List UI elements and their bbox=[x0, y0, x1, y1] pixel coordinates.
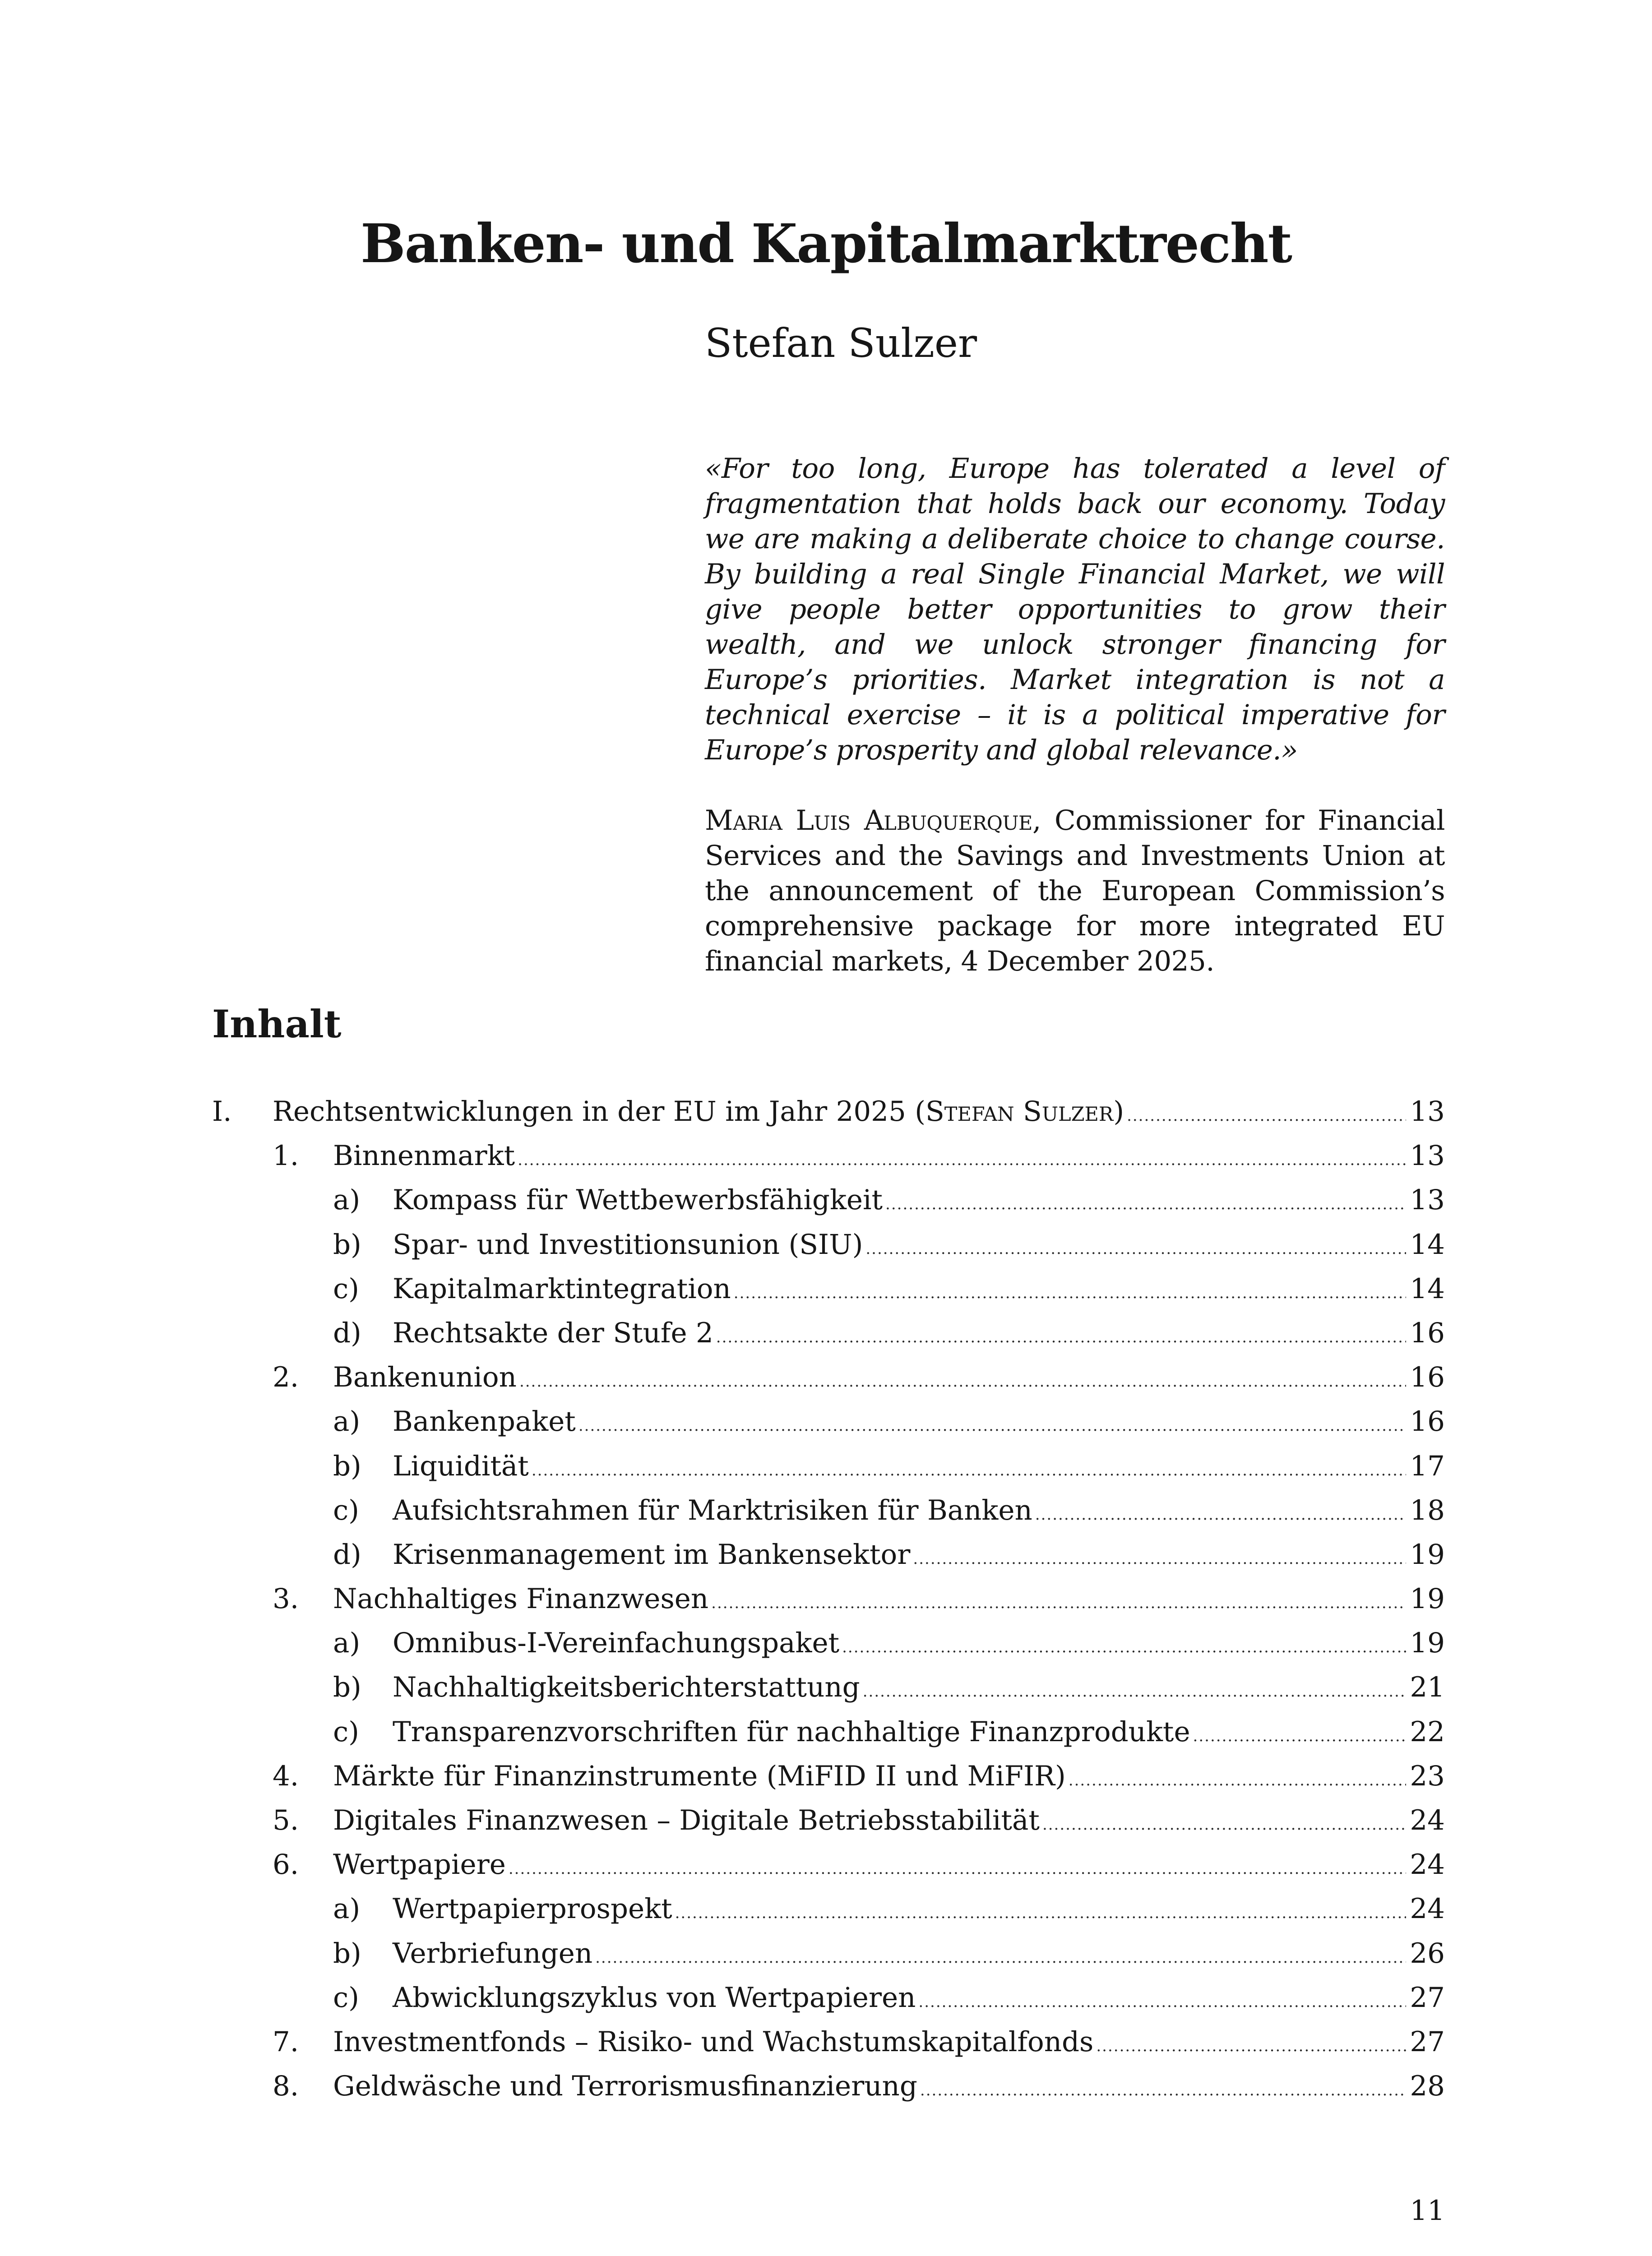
toc-leader-dots bbox=[1127, 1094, 1406, 1138]
toc-entry-number: I. bbox=[212, 1096, 232, 1128]
table-of-contents bbox=[212, 1090, 1445, 2108]
toc-entry[interactable] bbox=[212, 1932, 1445, 1976]
toc-entry-title: Abwicklungszyklus von Wertpapieren bbox=[393, 1981, 916, 2014]
toc-entry-title: Verbriefungen bbox=[393, 1937, 593, 1969]
toc-entry-title: Kompass für Wettbewerbsfähigkeit bbox=[393, 1184, 883, 1216]
toc-entry-title: Nachhaltigkeitsberichterstattung bbox=[393, 1671, 860, 1704]
toc-entry-title: Spar- und Investitionsunion (SIU) bbox=[393, 1228, 863, 1261]
toc-leader-dots bbox=[1042, 1803, 1406, 1847]
toc-entry-number: 3. bbox=[273, 1583, 299, 1615]
toc-leader-dots bbox=[918, 1980, 1406, 2024]
page-title: Banken- und Kapitalmarktrecht bbox=[360, 212, 1292, 275]
toc-leader-dots bbox=[863, 1669, 1407, 1714]
toc-entry-author: Stefan Sulzer bbox=[925, 1096, 1114, 1128]
toc-leader-dots bbox=[716, 1315, 1407, 1359]
toc-entry-page: 19 bbox=[1410, 1538, 1445, 1571]
toc-entry-title: Digitales Finanzwesen – Digitale Betriebsstabilität bbox=[333, 1804, 1040, 1836]
page-number: 11 bbox=[1410, 2195, 1445, 2227]
toc-entry-number: c) bbox=[333, 1981, 359, 2014]
toc-entry-page: 28 bbox=[1410, 2070, 1445, 2103]
toc-entry-title: Märkte für Finanzinstrumente (MiFID II und MiFIR) bbox=[333, 1760, 1066, 1792]
toc-entry-number: 5. bbox=[273, 1804, 299, 1836]
toc-entry-title: Geldwäsche und Terrorismusfinanzierung bbox=[333, 2070, 917, 2103]
toc-entry[interactable] bbox=[212, 1533, 1445, 1577]
toc-leader-dots bbox=[865, 1227, 1406, 1271]
toc-entry-number: c) bbox=[333, 1715, 359, 1748]
attribution-text: , Commissioner for Financial Services and the Savings and Investments Union at the announcement of the European Commission’s comprehensive package for more integrated EU financial markets, 4 December 2025. bbox=[705, 804, 1445, 977]
toc-entry-page: 16 bbox=[1410, 1361, 1445, 1394]
toc-entry[interactable] bbox=[212, 1178, 1445, 1222]
toc-entry[interactable] bbox=[212, 1621, 1445, 1665]
toc-entry-title: Krisenmanagement im Bankensektor bbox=[393, 1538, 911, 1571]
toc-heading: Inhalt bbox=[212, 1002, 342, 1046]
toc-entry-number: a) bbox=[333, 1627, 361, 1660]
toc-entry-title: Wertpapierprospekt bbox=[393, 1893, 672, 1925]
toc-entry-number: 2. bbox=[273, 1361, 299, 1394]
toc-entry-page: 16 bbox=[1410, 1317, 1445, 1349]
toc-entry[interactable] bbox=[212, 1223, 1445, 1267]
toc-entry[interactable] bbox=[212, 1134, 1445, 1178]
toc-entry[interactable] bbox=[212, 1444, 1445, 1489]
toc-leader-dots bbox=[920, 2068, 1406, 2113]
toc-entry-title: Aufsichtsrahmen für Marktrisiken für Banken bbox=[393, 1494, 1032, 1526]
toc-entry[interactable] bbox=[212, 1798, 1445, 1843]
toc-entry[interactable] bbox=[212, 1489, 1445, 1533]
toc-entry[interactable] bbox=[212, 1976, 1445, 2020]
toc-entry-number: b) bbox=[333, 1671, 361, 1704]
toc-entry[interactable] bbox=[212, 1311, 1445, 1355]
toc-entry-page: 27 bbox=[1410, 1981, 1445, 2014]
toc-leader-dots bbox=[578, 1404, 1407, 1448]
toc-leader-dots bbox=[711, 1581, 1406, 1625]
toc-entry-page: 23 bbox=[1410, 1760, 1445, 1792]
toc-entry-number: a) bbox=[333, 1184, 361, 1216]
toc-entry-number: 4. bbox=[273, 1760, 299, 1792]
toc-entry-page: 26 bbox=[1410, 1937, 1445, 1969]
toc-entry[interactable] bbox=[212, 1665, 1445, 1710]
toc-entry-page: 22 bbox=[1410, 1715, 1445, 1748]
toc-entry[interactable] bbox=[212, 1843, 1445, 1887]
toc-entry[interactable] bbox=[212, 1355, 1445, 1400]
toc-entry[interactable] bbox=[212, 1577, 1445, 1621]
toc-leader-dots bbox=[1035, 1493, 1407, 1537]
toc-entry-title: Kapitalmarktintegration bbox=[393, 1272, 731, 1305]
toc-entry-number: b) bbox=[333, 1450, 361, 1482]
toc-entry-title: Binnenmarkt bbox=[333, 1140, 515, 1172]
toc-entry-number: a) bbox=[333, 1893, 361, 1925]
toc-entry-number: 1. bbox=[273, 1140, 299, 1172]
toc-entry-page: 13 bbox=[1410, 1184, 1445, 1216]
toc-entry-number: c) bbox=[333, 1272, 359, 1305]
toc-entry-title: Bankenpaket bbox=[393, 1405, 576, 1438]
toc-entry[interactable] bbox=[212, 1090, 1445, 1134]
toc-entry-number: 7. bbox=[273, 2025, 299, 2058]
epigraph-attribution bbox=[705, 803, 1445, 979]
toc-entry-number: b) bbox=[333, 1228, 361, 1261]
toc-entry-number: 8. bbox=[273, 2070, 299, 2103]
toc-leader-dots bbox=[518, 1138, 1406, 1182]
toc-entry-page: 14 bbox=[1410, 1272, 1445, 1305]
toc-entry-page: 14 bbox=[1410, 1228, 1445, 1261]
toc-entry[interactable] bbox=[212, 1400, 1445, 1444]
toc-entry-page: 13 bbox=[1410, 1096, 1445, 1128]
toc-entry-number: d) bbox=[333, 1538, 361, 1571]
toc-entry[interactable] bbox=[212, 1710, 1445, 1754]
toc-entry-number: a) bbox=[333, 1405, 361, 1438]
toc-entry-page: 19 bbox=[1410, 1583, 1445, 1615]
toc-leader-dots bbox=[1069, 1758, 1407, 1803]
toc-entry-page: 16 bbox=[1410, 1405, 1445, 1438]
toc-entry-title: Investmentfonds – Risiko- und Wachstumskapitalfonds bbox=[333, 2025, 1094, 2058]
toc-entry-title: Nachhaltiges Finanzwesen bbox=[333, 1583, 709, 1615]
toc-entry-title: Bankenunion bbox=[333, 1361, 517, 1394]
toc-leader-dots bbox=[1193, 1714, 1407, 1758]
toc-entry-number: b) bbox=[333, 1937, 361, 1969]
toc-entry-title: Omnibus-I-Vereinfachungspaket bbox=[393, 1627, 840, 1660]
attribution-name: Maria Luis Albuquerque bbox=[705, 804, 1032, 837]
toc-entry-page: 17 bbox=[1410, 1450, 1445, 1482]
toc-entry-page: 18 bbox=[1410, 1494, 1445, 1526]
epigraph bbox=[705, 451, 1445, 979]
toc-entry-page: 19 bbox=[1410, 1627, 1445, 1660]
toc-entry-page: 24 bbox=[1410, 1849, 1445, 1881]
toc-entry-title: Wertpapiere bbox=[333, 1849, 506, 1881]
toc-entry-title: Liquidität bbox=[393, 1450, 529, 1482]
toc-entry-page: 13 bbox=[1410, 1140, 1445, 1172]
toc-leader-dots bbox=[1096, 2024, 1406, 2068]
toc-leader-dots bbox=[913, 1537, 1406, 1581]
toc-entry[interactable] bbox=[212, 1887, 1445, 1931]
toc-leader-dots bbox=[532, 1448, 1407, 1493]
toc-entry[interactable] bbox=[212, 2020, 1445, 2064]
toc-entry-page: 21 bbox=[1410, 1671, 1445, 1704]
toc-leader-dots bbox=[675, 1891, 1407, 1935]
toc-entry[interactable] bbox=[212, 2064, 1445, 2108]
toc-leader-dots bbox=[595, 1936, 1406, 1980]
epigraph-quote: «For too long, Europe has tolerated a level of fragmentation that holds back our economy. Today we are making a deliberate choice to change course. By building a real Single Financial Market, we will give people better opportunities to grow their wealth, and we unlock stronger financing for Europe’s priorities. Market integration is not a technical exercise – it is a political imperative for Europe’s prosperity and global relevance.» bbox=[705, 453, 1445, 766]
toc-leader-dots bbox=[842, 1625, 1406, 1669]
toc-leader-dots bbox=[885, 1182, 1406, 1226]
author-name: Stefan Sulzer bbox=[705, 320, 977, 366]
toc-entry[interactable] bbox=[212, 1267, 1445, 1311]
toc-entry[interactable] bbox=[212, 1754, 1445, 1798]
toc-entry-number: d) bbox=[333, 1317, 361, 1349]
toc-entry-title: Transparenzvorschriften für nachhaltige Finanzprodukte bbox=[393, 1715, 1190, 1748]
toc-entry-page: 24 bbox=[1410, 1893, 1445, 1925]
toc-entry-title: Rechtsentwicklungen in der EU im Jahr 2025 (Stefan Sulzer) bbox=[273, 1096, 1124, 1128]
toc-leader-dots bbox=[734, 1271, 1407, 1315]
toc-entry-number: c) bbox=[333, 1494, 359, 1526]
toc-leader-dots bbox=[509, 1847, 1407, 1891]
toc-entry-title: Rechtsakte der Stufe 2 bbox=[393, 1317, 713, 1349]
toc-entry-page: 24 bbox=[1410, 1804, 1445, 1836]
toc-entry-number: 6. bbox=[273, 1849, 299, 1881]
toc-entry-page: 27 bbox=[1410, 2025, 1445, 2058]
toc-leader-dots bbox=[519, 1359, 1406, 1404]
